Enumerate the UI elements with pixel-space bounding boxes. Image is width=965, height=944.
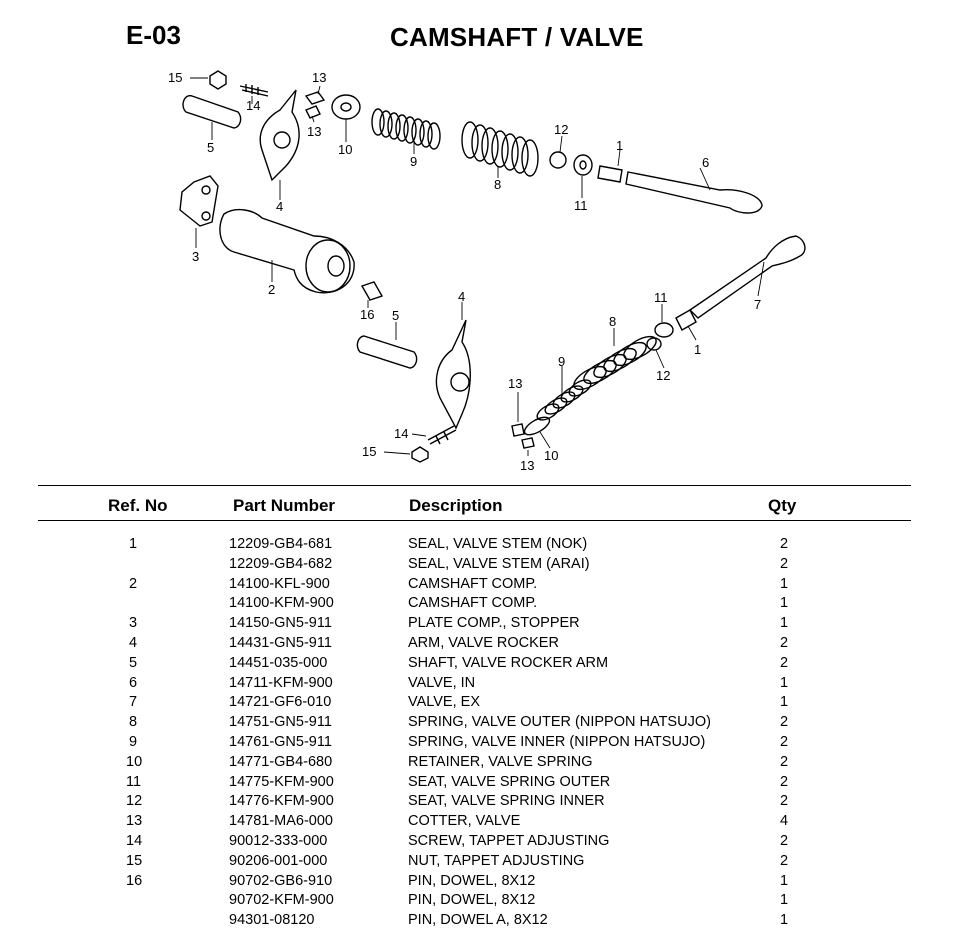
quantity-cell: 2 (779, 832, 789, 849)
quantity-cell: 2 (779, 634, 789, 651)
table-row (0, 872, 965, 892)
rocker-arm-top (260, 90, 299, 180)
outer-spring-top (462, 122, 538, 176)
callout-2: 2 (268, 282, 276, 297)
tappet-nut-lower (412, 447, 428, 462)
camshaft (220, 210, 354, 293)
quantity-cell: 2 (779, 852, 789, 869)
table-row (0, 773, 965, 793)
ref-number-cell: 12 (126, 793, 143, 810)
inner-spring-top (372, 109, 440, 149)
table-top-rule (38, 485, 911, 486)
quantity-cell: 2 (779, 654, 789, 671)
part-number-cell: 14150-GN5-911 (229, 615, 332, 632)
part-number-cell: 14751-GN5-911 (229, 714, 332, 731)
description-cell: SEAL, VALVE STEM (NOK) (408, 536, 588, 552)
column-header-desc: Description (409, 496, 503, 515)
part-number-cell: 14431-GN5-911 (229, 634, 332, 651)
rocker-shaft-lower (357, 336, 416, 368)
ref-number-cell: 14 (126, 832, 143, 849)
description-cell: SCREW, TAPPET ADJUSTING (408, 832, 610, 849)
callout-4: 4 (276, 199, 284, 214)
description-cell: SPRING, VALVE INNER (NIPPON HATSUJO) (408, 733, 706, 750)
part-number-cell: 12209-GB4-682 (229, 555, 333, 572)
part-number-cell: 14100-KFM-900 (229, 595, 334, 612)
ref-number-cell: 1 (128, 536, 138, 552)
callout-12: 12 (656, 368, 671, 383)
ref-number-cell: 7 (128, 694, 138, 711)
ref-number-cell: 13 (126, 813, 143, 830)
ref-number-cell: 11 (126, 773, 142, 790)
ref-number-cell: 4 (128, 634, 138, 651)
callout-15: 15 (168, 70, 183, 85)
description-cell: RETAINER, VALVE SPRING (408, 753, 593, 770)
table-row (0, 575, 965, 595)
callout-13: 13 (312, 70, 327, 85)
outer-seat-lower (655, 323, 673, 337)
table-row (0, 713, 965, 733)
table-row (0, 614, 965, 634)
tappet-nut-top (210, 71, 226, 89)
quantity-cell: 1 (779, 595, 789, 612)
exploded-parts-diagram (150, 62, 830, 472)
quantity-cell: 1 (779, 892, 789, 909)
callout-3: 3 (192, 249, 200, 264)
callout-8: 8 (609, 314, 617, 329)
callout-6: 6 (702, 155, 710, 170)
cotter-lower-a (512, 424, 524, 436)
description-cell: VALVE, EX (408, 694, 480, 711)
column-header-part: Part Number (233, 496, 336, 515)
callout-11: 11 (654, 290, 668, 305)
table-row (0, 733, 965, 753)
part-number-cell: 90206-001-000 (229, 852, 328, 869)
table-row (0, 753, 965, 773)
dowel-pin (362, 282, 382, 300)
description-cell: SEAT, VALVE SPRING OUTER (408, 773, 611, 790)
part-number-cell: 12209-GB4-681 (229, 536, 333, 552)
table-row (0, 634, 965, 654)
table-row (0, 792, 965, 812)
description-cell: CAMSHAFT COMP. (408, 575, 538, 592)
table-row (0, 812, 965, 832)
ref-number-cell: 5 (128, 654, 138, 671)
callout-10: 10 (338, 142, 353, 157)
table-header-rule (38, 520, 911, 521)
cotter-lower-b (522, 438, 534, 448)
table-row (0, 911, 965, 931)
cotter-top-b (306, 106, 320, 118)
part-number-cell: 14100-KFL-900 (229, 575, 330, 592)
quantity-cell: 2 (779, 773, 789, 790)
description-cell: SEAT, VALVE SPRING INNER (408, 793, 605, 810)
table-row (0, 555, 965, 575)
inner-spring-lower (535, 377, 594, 423)
ref-number-cell: 3 (128, 615, 138, 632)
outer-spring-lower (570, 332, 659, 394)
callout-5: 5 (207, 140, 215, 155)
ref-number-cell: 2 (128, 575, 138, 592)
part-number-cell: 90702-GB6-910 (229, 872, 333, 889)
ref-number-cell: 16 (126, 872, 143, 889)
quantity-cell: 1 (779, 615, 789, 632)
retainer-top (332, 95, 360, 119)
description-cell: PLATE COMP., STOPPER (408, 615, 580, 632)
description-cell: NUT, TAPPET ADJUSTING (408, 852, 585, 869)
cotter-top-a (306, 92, 324, 104)
part-number-cell: 14451-035-000 (229, 654, 328, 671)
callout-4: 4 (458, 289, 466, 304)
description-cell: PIN, DOWEL A, 8X12 (408, 912, 548, 929)
ref-number-cell: 9 (128, 733, 138, 750)
callout-16: 16 (360, 307, 375, 322)
quantity-cell: 1 (779, 575, 789, 592)
outer-seat-top (574, 155, 592, 175)
exhaust-valve (690, 236, 805, 318)
table-row (0, 674, 965, 694)
callout-1: 1 (694, 342, 702, 357)
callout-9: 9 (410, 154, 418, 169)
description-cell: PIN, DOWEL, 8X12 (408, 872, 536, 889)
quantity-cell: 1 (779, 694, 789, 711)
description-cell: ARM, VALVE ROCKER (408, 634, 559, 651)
quantity-cell: 1 (779, 872, 789, 889)
callout-8: 8 (494, 177, 502, 192)
table-row (0, 594, 965, 614)
inner-seat-lower (647, 338, 661, 350)
callout-13: 13 (307, 124, 322, 139)
quantity-cell: 2 (779, 733, 789, 750)
stem-seal-top (598, 166, 622, 182)
quantity-cell: 1 (779, 674, 789, 691)
tappet-screw-lower (428, 426, 456, 444)
part-number-cell: 14711-KFM-900 (229, 674, 333, 691)
quantity-cell: 2 (779, 753, 789, 770)
description-cell: SPRING, VALVE OUTER (NIPPON HATSUJO) (408, 714, 711, 731)
quantity-cell: 2 (779, 555, 789, 572)
callout-14: 14 (394, 426, 409, 441)
column-header-qty: Qty (768, 496, 797, 515)
part-number-cell: 14771-GB4-680 (229, 753, 333, 770)
ref-number-cell: 8 (128, 714, 138, 731)
part-number-cell: 90012-333-000 (229, 832, 328, 849)
ref-number-cell: 15 (126, 852, 143, 869)
stopper-plate (180, 176, 218, 226)
table-row (0, 852, 965, 872)
callout-5: 5 (392, 308, 400, 323)
callout-13: 13 (520, 458, 535, 472)
quantity-cell: 2 (779, 714, 789, 731)
ref-number-cell: 10 (126, 753, 143, 770)
part-number-cell: 14776-KFM-900 (229, 793, 334, 810)
part-number-cell: 94301-08120 (229, 912, 315, 929)
description-cell: VALVE, IN (408, 674, 476, 691)
quantity-cell: 4 (779, 813, 789, 830)
callout-13: 13 (508, 376, 523, 391)
table-row (0, 654, 965, 674)
part-number-cell: 14781-MA6-000 (229, 813, 333, 830)
table-row (0, 535, 965, 555)
ref-number-cell: 6 (128, 674, 138, 691)
column-header-ref: Ref. No (108, 496, 168, 515)
quantity-cell: 1 (779, 912, 789, 929)
quantity-cell: 2 (779, 536, 789, 552)
table-row (0, 891, 965, 911)
callout-15: 15 (362, 444, 377, 459)
table-row (0, 832, 965, 852)
intake-valve (626, 172, 762, 213)
callout-14: 14 (246, 98, 261, 113)
description-cell: SHAFT, VALVE ROCKER ARM (408, 654, 609, 671)
description-cell: COTTER, VALVE (408, 813, 521, 830)
callout-11: 11 (574, 198, 588, 213)
page-code: E-03 (126, 20, 181, 50)
part-number-cell: 90702-KFM-900 (229, 892, 334, 909)
page-title: CAMSHAFT / VALVE (390, 22, 644, 52)
description-cell: CAMSHAFT COMP. (408, 595, 538, 612)
parts-table-body (0, 535, 965, 931)
quantity-cell: 2 (779, 793, 789, 810)
callout-10: 10 (544, 448, 559, 463)
callout-12: 12 (554, 122, 569, 137)
part-number-cell: 14721-GF6-010 (229, 694, 332, 711)
tappet-screw-top (240, 84, 268, 96)
callout-9: 9 (558, 354, 566, 369)
callout-1: 1 (616, 138, 624, 153)
description-cell: PIN, DOWEL, 8X12 (408, 892, 536, 909)
description-cell: SEAL, VALVE STEM (ARAI) (408, 555, 590, 572)
part-number-cell: 14761-GN5-911 (229, 733, 332, 750)
part-number-cell: 14775-KFM-900 (229, 773, 334, 790)
callout-7: 7 (754, 297, 762, 312)
inner-seat-top (550, 152, 566, 168)
table-row (0, 693, 965, 713)
